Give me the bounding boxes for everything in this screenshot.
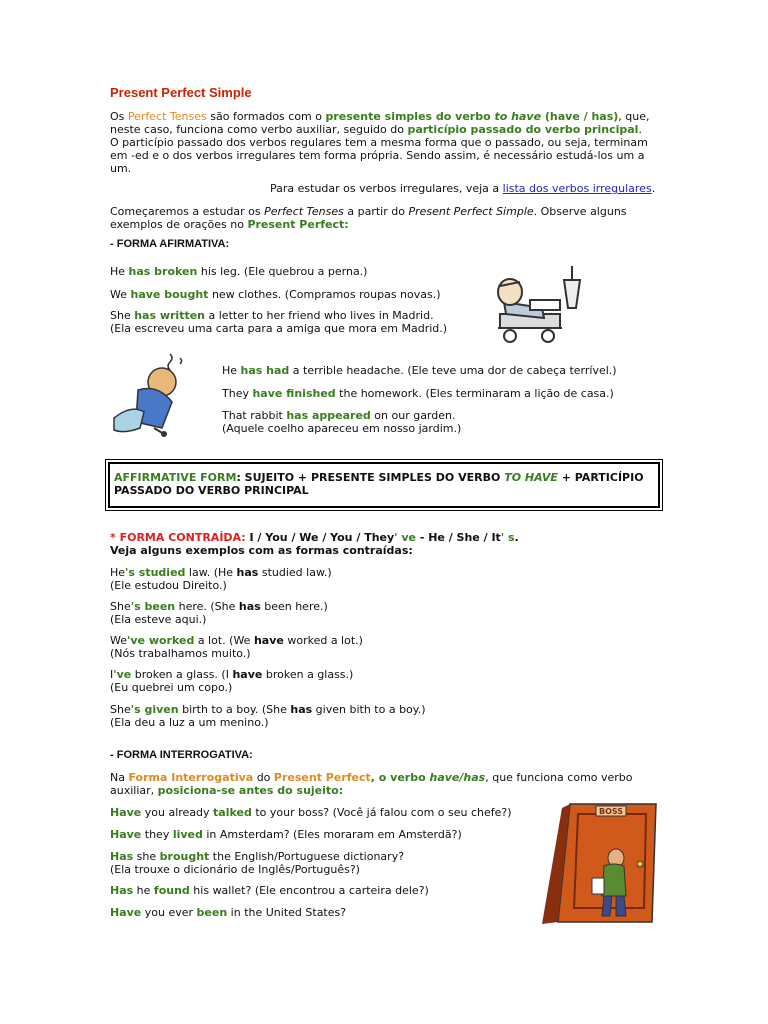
example-sentence: He has had a terrible headache. (Ele teve uma dor de cabeça terrível.) xyxy=(222,364,617,377)
example-sentence: He has broken his leg. (Ele quebrou a perna.) xyxy=(110,265,368,278)
contracted-example: She's given birth to a boy. (She has given bith to a boy.) (Ela deu a luz a um menino.) xyxy=(110,703,426,729)
example-sentence: That rabbit has appeared on our garden. (Aquele coelho apareceu em nosso jardim.) xyxy=(222,409,462,435)
irregular-verbs-link[interactable]: lista dos verbos irregulares xyxy=(502,182,652,195)
headache-man-illustration xyxy=(108,348,194,440)
affirmative-rule-text: AFFIRMATIVE FORM: SUJEITO + PRESENTE SIMPLES DO VERBO TO HAVE + PARTICÍPIO PASSADO DO VERBO PRINCIPAL xyxy=(114,471,644,497)
interrogative-example: Has he found his wallet? (Ele encontrou a carteira dele?) xyxy=(110,884,429,897)
irregular-verbs-note: Para estudar os verbos irregulares, veja a lista dos verbos irregulares. xyxy=(270,182,656,195)
interrogative-example: Have they lived in Amsterdam? (Eles moraram em Amsterdã?) xyxy=(110,828,462,841)
interrogative-example: Have you ever been in the United States? xyxy=(110,906,347,919)
boss-sign-text: BOSS xyxy=(598,807,624,816)
contracted-example: We've worked a lot. (We have worked a lot.) (Nós trabalhamos muito.) xyxy=(110,634,363,660)
interrogative-heading: - FORMA INTERROGATIVA: xyxy=(110,749,253,761)
example-sentence: We have bought new clothes. (Compramos roupas novas.) xyxy=(110,288,441,301)
boss-door-illustration xyxy=(540,800,662,924)
contracted-example: He's studied law. (He has studied law.) (Ele estudou Direito.) xyxy=(110,566,332,592)
interrogative-example: Has she brought the English/Portuguese dictionary? (Ela trouxe o dicionário de Inglês/Português?) xyxy=(110,850,405,876)
interrogative-example: Have you already talked to your boss? (Você já falou com o seu chefe?) xyxy=(110,806,512,819)
affirmative-heading: - FORMA AFIRMATIVA: xyxy=(110,238,230,250)
interrogative-paragraph: Na Forma Interrogativa do Present Perfect, o verbo have/has, que funciona como verbo auxiliar, posiciona-se antes do sujeito: xyxy=(110,771,633,797)
intro-examples-paragraph: Começaremos a estudar os Perfect Tenses a partir do Present Perfect Simple. Observe alguns exemplos de orações no Present Perfect: xyxy=(110,205,627,231)
example-sentence: She has written a letter to her friend who lives in Madrid. (Ela escreveu uma carta para a amiga que mora em Madrid.) xyxy=(110,309,448,335)
example-sentence: They have finished the homework. (Eles terminaram a lição de casa.) xyxy=(222,387,614,400)
intro-paragraph: Os Perfect Tenses são formados com o presente simples do verbo to have (have / has), que, neste caso, funciona como verbo auxiliar, seguido do particípio passado do verbo principal. O particípio passado dos verbos regulares tem a mesma forma que o passado, ou seja, terminam em -ed e o dos verbos irregulares tem forma própria. Sendo assim, é necessário estudá-los um a um. xyxy=(110,110,650,175)
page-title: Present Perfect Simple xyxy=(110,85,252,100)
contracted-example: She's been here. (She has been here.) (Ela esteve aqui.) xyxy=(110,600,328,626)
affirmative-rule-box xyxy=(108,462,660,508)
contracted-example: I've broken a glass. (I have broken a glass.) (Eu quebrei um copo.) xyxy=(110,668,354,694)
broken-leg-patient-illustration xyxy=(490,262,590,344)
contracted-form-heading: * FORMA CONTRAÍDA: I / You / We / You / They' ve - He / She / It' s. Veja alguns exemplos com as formas contraídas: xyxy=(110,531,519,557)
